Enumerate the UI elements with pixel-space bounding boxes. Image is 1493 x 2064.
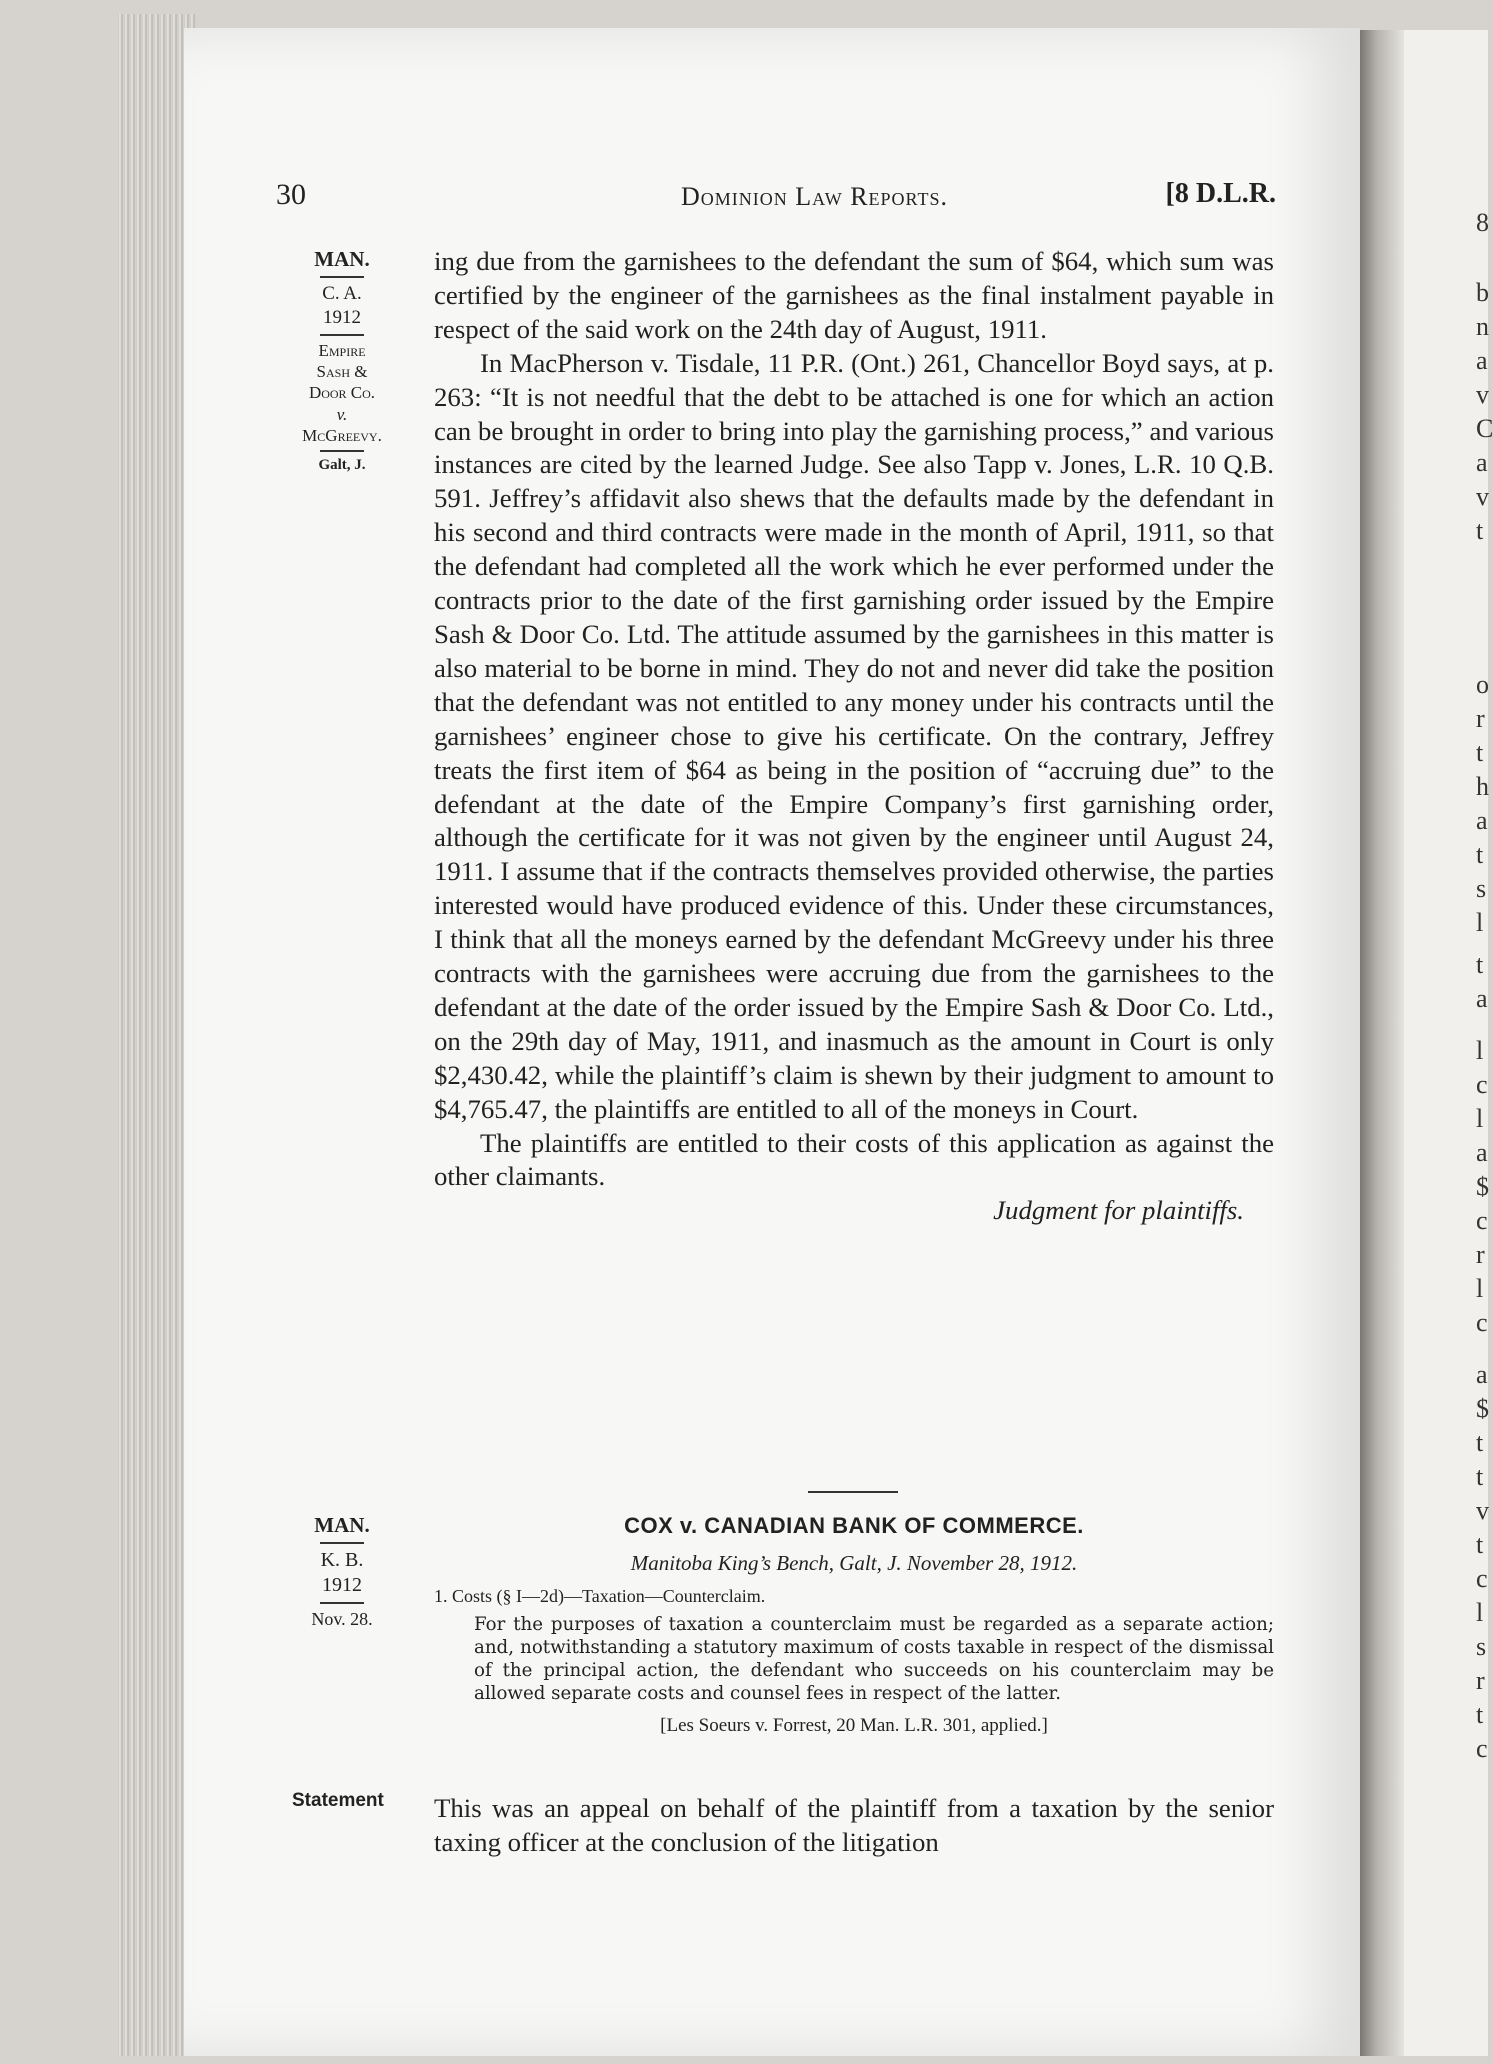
page-number: 30	[276, 178, 306, 211]
case-title: COX v. CANADIAN BANK OF COMMERCE.	[624, 1513, 1084, 1538]
facing-page-char: r	[1476, 1240, 1485, 1269]
margin-rule	[320, 1602, 364, 1604]
facing-page-char: s	[1476, 874, 1487, 903]
volume-reference: [8 D.L.R.	[1165, 178, 1276, 209]
body-paragraph: In MacPherson v. Tisdale, 11 P.R. (Ont.) 261, Chancellor Boyd says, at p. 263: “It is not needful that the debt to be attached is one for which an action can be brought in order to bring into play the garnishing process,” and various instances are cited by the learned Judge. See also Tapp v. Jones, L.R. 10 Q.B. 591. Jeffrey’s affidavit also shews that the defaults made by the defendant in his second and third contracts were made in the month of April, 1911, so that the defendant had completed all the work which he ever performed under the contracts prior to the date of the first garnishing order issued by the Empire Sash & Door Co. Ltd. The attitude assumed by the garnishees in this matter is also material to be borne in mind. They do not and never did take the position that the defendant was not entitled to any money under his contracts until the garnishees’ engineer chose to give his certificate. On the contrary, Jeffrey treats the first item of $64 as being in the position of “accruing due” to the defendant at the date of the Empire Company’s first garnishing order, although the certificate for it was not given by the engineer until August 24, 1911. I assume that if the contracts themselves provided otherwise, the parties interested would have produced evidence of this. Under these circumstances, I think that all the moneys earned by the defendant McGreevy under his three contracts with the garnishees were accruing due from the garnishees to the defendant at the date of the order issued by the Empire Sash & Door Co. Ltd., on the 29th day of May, 1911, and inasmuch as the amount in Court is only $2,430.42, while the plaintiff’s claim is shewn by their judgment to amount to $4,765.47, the plaintiffs are entitled to all of the moneys in Court.	[434, 347, 1274, 1124]
facing-page-char: b	[1476, 278, 1489, 307]
facing-page-char: l	[1476, 1598, 1484, 1627]
margin-year: 1912	[323, 307, 361, 328]
running-title: Dominion Law Reports.	[681, 182, 948, 211]
facing-page-char: a	[1476, 448, 1488, 477]
margin-province: MAN.	[314, 247, 370, 271]
margin-rule	[320, 1542, 364, 1544]
margin-party1-line2: Sash &	[316, 362, 368, 381]
facing-page-char: $	[1476, 1394, 1489, 1423]
facing-page-char: a	[1476, 1138, 1488, 1167]
judgment-line: Judgment for plaintiffs.	[993, 1195, 1244, 1226]
facing-page-char: r	[1476, 1666, 1485, 1695]
judgment-body	[434, 245, 1274, 1228]
headnote-text: For the purposes of taxation a counterclaim must be regarded as a separate action; and, notwithstanding a statutory maximum of costs taxable in respect of the dismissal of the principal action, the defendant who succeeds on his counterclaim may be allowed separate costs and counsel fees in respect of the latter.	[474, 1614, 1274, 1704]
facing-page-char: t	[1476, 738, 1484, 767]
margin-versus: v.	[336, 404, 348, 424]
facing-page-char: c	[1476, 1308, 1488, 1337]
facing-page-char: c	[1476, 1564, 1488, 1593]
facing-page-char: a	[1476, 984, 1488, 1013]
facing-page-char: l	[1476, 1104, 1484, 1133]
facing-page-char: h	[1476, 772, 1489, 801]
section-divider	[808, 1491, 898, 1493]
facing-page-char: o	[1476, 670, 1489, 699]
margin-party1-line1: Empire	[318, 340, 366, 360]
margin-note-case-info	[270, 246, 414, 475]
facing-page-char: t	[1476, 1462, 1484, 1491]
facing-page-char: C	[1476, 414, 1493, 443]
page-header	[276, 178, 1276, 218]
case-header	[434, 1513, 1274, 1737]
margin-rule	[320, 276, 364, 278]
court-line: Manitoba King’s Bench, Galt, J. November 28, 1912.	[630, 1551, 1078, 1575]
facing-page-char: l	[1476, 908, 1484, 937]
facing-page-fragment	[1404, 30, 1493, 2056]
body-paragraph: ing due from the garnishees to the defendant the sum of $64, which sum was certified by the engineer of the garnishees as the final instalment payable in respect of the said work on the 24th day of August, 1911.	[434, 246, 1274, 344]
body-paragraph: The plaintiffs are entitled to their costs of this application as against the other claimants.	[434, 1127, 1274, 1192]
facing-page-char: v	[1476, 380, 1489, 409]
facing-page-char: a	[1476, 1360, 1488, 1389]
margin-court: K. B.	[320, 1549, 364, 1572]
facing-page-char: t	[1476, 516, 1484, 545]
facing-page-char: $	[1476, 1172, 1489, 1201]
facing-page-char: a	[1476, 346, 1488, 375]
margin-date: Nov. 28.	[311, 1609, 373, 1630]
margin-province: MAN.	[314, 1513, 370, 1537]
margin-party2: McGreevy.	[302, 425, 382, 445]
statement-label: Statement	[292, 1790, 384, 1811]
facing-page-char: t	[1476, 950, 1484, 979]
facing-page-char: n	[1476, 312, 1489, 341]
facing-page-char: 8	[1476, 208, 1489, 237]
facing-page-char: a	[1476, 806, 1488, 835]
margin-court: C. A.	[322, 283, 362, 305]
facing-page-char: l	[1476, 1274, 1484, 1303]
facing-page-char: v	[1476, 482, 1489, 511]
margin-judge: Galt, J.	[318, 457, 366, 473]
facing-page-char: v	[1476, 1496, 1489, 1525]
margin-rule	[320, 334, 364, 336]
statement-text: This was an appeal on behalf of the plaintiff from a taxation by the senior taxing officer at the conclusion of the litigation	[434, 1793, 1274, 1857]
margin-rule	[320, 450, 364, 452]
facing-page-char: t	[1476, 840, 1484, 869]
margin-year: 1912	[322, 1574, 362, 1597]
facing-page-char: c	[1476, 1206, 1488, 1235]
facing-page-char: t	[1476, 1700, 1484, 1729]
facing-page-char: s	[1476, 1632, 1487, 1661]
headnote-citation: [Les Soeurs v. Forrest, 20 Man. L.R. 301, applied.]	[660, 1715, 1048, 1736]
facing-page-char: c	[1476, 1070, 1488, 1099]
book-gutter	[1360, 30, 1404, 2056]
margin-party1-line3: Door Co.	[308, 383, 376, 403]
margin-note-new-case	[270, 1512, 414, 1631]
facing-page-char: l	[1476, 1036, 1484, 1065]
headnote-title: 1. Costs (§ I—2d)—Taxation—Counterclaim.	[434, 1586, 766, 1606]
facing-page-char: t	[1476, 1428, 1484, 1457]
facing-page-char: r	[1476, 704, 1485, 733]
facing-page-char: t	[1476, 1530, 1484, 1559]
facing-page-char: c	[1476, 1734, 1488, 1763]
